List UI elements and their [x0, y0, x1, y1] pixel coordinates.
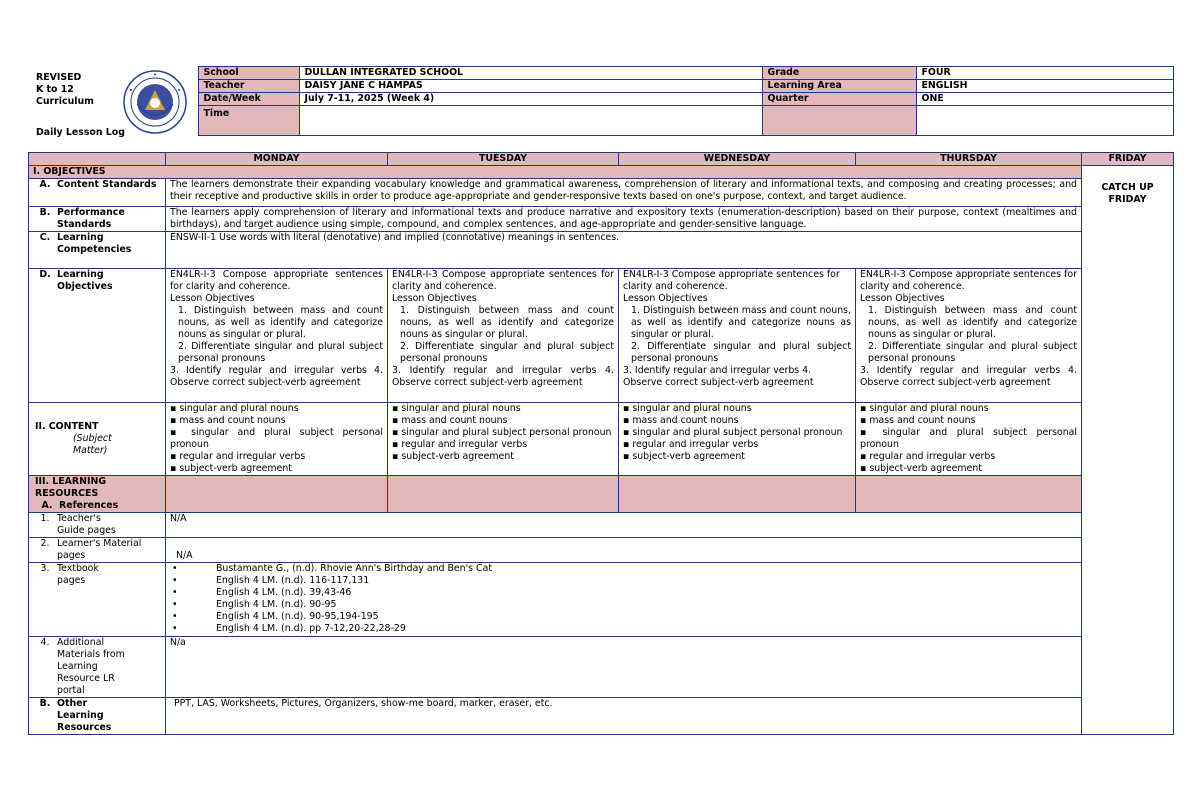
objective-code: EN4LR-I-3 Compose appropriate sentences for clarity and coherence.: [392, 269, 614, 292]
bullet-icon: •: [172, 611, 178, 622]
title-line-1: REVISED: [36, 72, 82, 83]
content-item: ▪ subject-verb agreement: [860, 463, 982, 474]
textbook-text: Textbook pages: [57, 563, 99, 586]
date-label: Date/Week: [198, 93, 299, 106]
bullet-icon: •: [172, 587, 178, 598]
objectives-wednesday: [619, 269, 856, 403]
textbook-item: • English 4 LM. (n.d). 116-117,131: [172, 575, 370, 586]
content-item: ▪ mass and count nouns: [860, 415, 976, 426]
grade-value: FOUR: [916, 67, 1173, 80]
resources-tuesday: [388, 476, 619, 513]
day-header-tuesday: TUESDAY: [388, 153, 619, 166]
learners-material-label: [29, 538, 166, 563]
content-item: ▪ mass and count nouns: [170, 415, 286, 426]
textbook-item: • English 4 LM. (n.d). 90-95,194-195: [172, 611, 379, 622]
day-header-wednesday: WEDNESDAY: [619, 153, 856, 166]
grade-label: Grade: [762, 67, 916, 80]
content-item: ▪ singular and plural subject personal pronoun: [860, 427, 1077, 450]
competencies-text-label: Learning Competencies: [57, 232, 132, 255]
objective-code: EN4LR-I-3 Compose appropriate sentences for clarity and coherence.: [860, 269, 1077, 292]
objective-item-2: 2. Differentiate singular and plural subject personal pronouns: [178, 341, 383, 364]
bullet-icon: •: [172, 575, 178, 586]
additional-materials-num: 4.: [40, 637, 50, 648]
resources-monday: [166, 476, 388, 513]
title-line-2: K to 12: [36, 84, 74, 95]
textbook-list: [166, 563, 1082, 637]
content-sub-label: (Subject Matter): [73, 433, 112, 456]
content-item: ▪ regular and irregular verbs: [392, 439, 528, 450]
learners-material-value-text: N/A: [176, 550, 193, 561]
content-item: ▪ subject-verb agreement: [623, 451, 745, 462]
teachers-guide-value: N/A: [166, 513, 1082, 538]
objectives-tuesday: [388, 269, 619, 403]
objective-item-3: 3. Identify regular and irregular verbs 4. Observe correct subject-verb agreement: [170, 365, 383, 388]
objective-item-2: 2. Differentiate singular and plural subject personal pronouns: [868, 341, 1077, 364]
learners-material-text: Learner's Material pages: [57, 538, 142, 561]
date-value: July 7-11, 2025 (Week 4): [299, 93, 762, 106]
content-standards-text: The learners demonstrate their expanding vocabulary knowledge and grammatical awareness, comprehension of literary and informational texts, and composing and creating processes; and their receptive and productive skills in order to produce age-appropriate and gender-responsive texts based on one's purpose, context, and target audience.: [166, 179, 1082, 207]
performance-standards-text: The learners apply comprehension of literary and informational texts and produce narrative and expository texts (enumeration-description) based on their purpose, context (mealtimes and birthdays), and target audience using simple, compound, and complex sentences, and age-appropriate and gender-sensitive language.: [166, 207, 1082, 232]
content-tuesday: [388, 403, 619, 476]
content-section-label: II. CONTENT: [35, 421, 99, 432]
objectives-section-label: I. OBJECTIVES: [29, 166, 1082, 179]
content-standards-letter: A.: [39, 179, 51, 190]
friday-note: CATCH UP FRIDAY: [1101, 182, 1154, 205]
textbook-label: [29, 563, 166, 637]
competencies-label: [29, 232, 166, 269]
title-line-3: Curriculum: [36, 96, 94, 107]
header-logo-cell: [28, 67, 198, 136]
teacher-value: DAISY JANE C HAMPAS: [299, 80, 762, 93]
other-resources-label: [29, 698, 166, 735]
other-resources-text: Other Learning Resources: [57, 698, 112, 733]
competencies-letter: C.: [39, 232, 51, 243]
content-item: ▪ singular and plural subject personal pronoun: [392, 427, 612, 438]
content-standards-label: [29, 179, 166, 207]
objective-item-2: 2. Differentiate singular and plural subject personal pronouns: [631, 341, 851, 364]
header-subtitle: Daily Lesson Log: [36, 127, 125, 138]
time-label: Time: [198, 106, 299, 136]
content-item: ▪ regular and irregular verbs: [860, 451, 996, 462]
textbook-item: • English 4 LM. (n.d). 90-95: [172, 599, 337, 610]
lesson-objectives-heading: Lesson Objectives: [623, 293, 708, 304]
time-value: [299, 106, 762, 136]
content-item: ▪ singular and plural subject personal pronoun: [170, 427, 383, 450]
school-label: School: [198, 67, 299, 80]
bullet-icon: •: [172, 599, 178, 610]
school-value: DULLAN INTEGRATED SCHOOL: [299, 67, 762, 80]
additional-materials-text: Additional Materials from Learning Resource LR portal: [57, 637, 125, 696]
bullet-icon: •: [172, 563, 178, 574]
learners-material-num: 2.: [40, 538, 50, 549]
references-label: References: [59, 500, 119, 511]
performance-standards-letter: B.: [39, 207, 51, 218]
blank-value: [916, 106, 1173, 136]
resources-section-label: [29, 476, 166, 513]
textbook-num: 3.: [40, 563, 50, 574]
friday-cell: [1082, 166, 1174, 735]
learners-material-value: [166, 538, 1082, 563]
lesson-log-table: [28, 152, 1174, 735]
learning-objectives-label: [29, 269, 166, 403]
teachers-guide-text: Teacher's Guide pages: [57, 513, 116, 536]
learning-objectives-text-label: Learning Objectives: [57, 269, 113, 292]
header-table: [28, 66, 1174, 136]
area-value: ENGLISH: [916, 80, 1173, 93]
quarter-label: Quarter: [762, 93, 916, 106]
objective-code: EN4LR-I-3 Compose appropriate sentences for clarity and coherence.: [623, 269, 840, 292]
content-item: ▪ singular and plural nouns: [392, 403, 521, 414]
content-item: ▪ subject-verb agreement: [392, 451, 514, 462]
content-label: [29, 403, 166, 476]
objective-code: EN4LR-I-3 Compose appropriate sentences for clarity and coherence.: [170, 269, 383, 292]
lesson-objectives-heading: Lesson Objectives: [170, 293, 255, 304]
content-item: ▪ singular and plural nouns: [170, 403, 299, 414]
day-header-row: [29, 153, 1174, 166]
additional-materials-label: [29, 637, 166, 698]
objectives-thursday: [856, 269, 1082, 403]
content-item: ▪ singular and plural subject personal pronoun: [623, 427, 843, 438]
other-resources-value: PPT, LAS, Worksheets, Pictures, Organizers, show-me board, marker, eraser, etc.: [166, 698, 1082, 735]
textbook-item: • English 4 LM. (n.d). 39,43-46: [172, 587, 352, 598]
objective-item-1: 1. Distinguish between mass and count nouns, as well as identify and categorize nouns as singular or plural.: [178, 305, 383, 340]
content-thursday: [856, 403, 1082, 476]
additional-materials-value: N/a: [166, 637, 1082, 698]
other-resources-letter: B.: [39, 698, 51, 709]
objectives-monday: [166, 269, 388, 403]
objective-item-1: 1. Distinguish between mass and count nouns, as well as identify and categorize nouns as singular or plural.: [400, 305, 614, 340]
quarter-value: ONE: [916, 93, 1173, 106]
content-item: ▪ regular and irregular verbs: [623, 439, 759, 450]
teacher-label: Teacher: [198, 80, 299, 93]
objective-item-1: 1. Distinguish between mass and count nouns, as well as identify and categorize nouns as singular or plural.: [868, 305, 1077, 340]
teachers-guide-num: 1.: [40, 513, 50, 524]
objective-item-3: 3. Identify regular and irregular verbs 4. Observe correct subject-verb agreement: [623, 365, 814, 388]
resources-thursday: [856, 476, 1082, 513]
objective-item-1: 1. Distinguish between mass and count nouns, as well as identify and categorize nouns as singular or plural.: [631, 305, 851, 340]
content-item: ▪ subject-verb agreement: [170, 463, 292, 474]
competencies-text: ENSW-II-1 Use words with literal (denotative) and implied (connotative) meanings in sentences.: [166, 232, 1082, 269]
content-item: ▪ mass and count nouns: [392, 415, 508, 426]
references-letter: A.: [41, 500, 53, 511]
content-wednesday: [619, 403, 856, 476]
resources-wednesday: [619, 476, 856, 513]
objective-item-3: 3. Identify regular and irregular verbs 4. Observe correct subject-verb agreement: [860, 365, 1077, 388]
content-item: ▪ regular and irregular verbs: [170, 451, 306, 462]
bullet-icon: •: [172, 623, 178, 634]
teachers-guide-label: [29, 513, 166, 538]
learning-objectives-letter: D.: [39, 269, 51, 280]
textbook-item: • Bustamante G., (n.d). Rhovie Ann's Birthday and Ben's Cat: [172, 563, 493, 574]
textbook-item: • English 4 LM. (n.d). pp 7-12,20-22,28-29: [172, 623, 406, 634]
content-monday: [166, 403, 388, 476]
resources-section-title: III. LEARNING RESOURCES: [35, 476, 107, 499]
blank-label: [762, 106, 916, 136]
area-label: Learning Area: [762, 80, 916, 93]
day-header-thursday: THURSDAY: [856, 153, 1082, 166]
content-item: ▪ singular and plural nouns: [860, 403, 989, 414]
performance-standards-label: [29, 207, 166, 232]
content-standards-text-label: Content Standards: [57, 179, 157, 190]
content-item: ▪ singular and plural nouns: [623, 403, 752, 414]
content-item: ▪ mass and count nouns: [623, 415, 739, 426]
day-header-blank: [29, 153, 166, 166]
performance-standards-text-label: Performance Standards: [57, 207, 125, 230]
objective-item-2: 2. Differentiate singular and plural subject personal pronouns: [400, 341, 614, 364]
objective-item-3: 3. Identify regular and irregular verbs 4. Observe correct subject-verb agreement: [392, 365, 614, 388]
day-header-monday: MONDAY: [166, 153, 388, 166]
lesson-objectives-heading: Lesson Objectives: [860, 293, 945, 304]
day-header-friday: FRIDAY: [1082, 153, 1174, 166]
lesson-objectives-heading: Lesson Objectives: [392, 293, 477, 304]
